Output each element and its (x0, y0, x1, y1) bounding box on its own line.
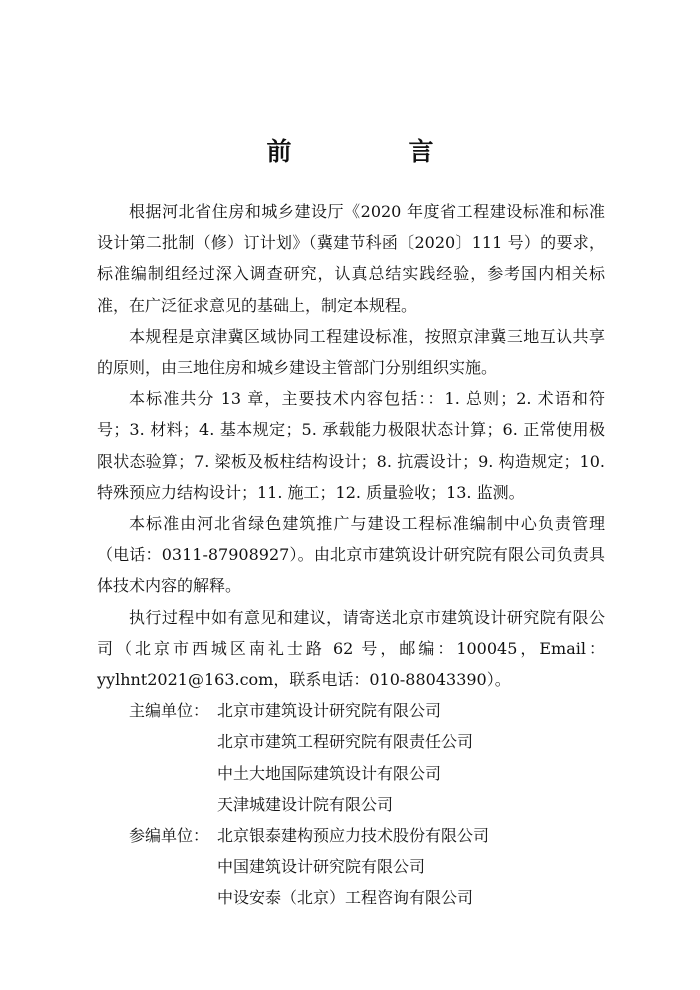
preface-body (97, 196, 605, 914)
chief-unit-row (97, 695, 605, 726)
paragraph-implementation: 本规程是京津冀区域协同工程建设标准，按照京津冀三地互认共享的原则，由三地住房和城乡建设主管部门分别组织实施。 (97, 326, 605, 378)
paragraph-plan: 根据河北省住房和城乡建设厅《2020 年度省工程建设标准和标准设计第二批制（修）订计划》（冀建节科函〔2020〕111 号）的要求，标准编制组经过深入调查研究，认真总结实践经验，参考国内相关标准，在广泛征求意见的基础上，制定本规程。 (97, 202, 605, 315)
participating-unit-name: 北京银泰建构预应力技术股份有限公司 (217, 826, 490, 846)
page-title: 前 言 (266, 137, 480, 166)
participating-unit-row (97, 882, 605, 913)
chief-units-label: 主编单位： (129, 701, 210, 721)
chief-unit-name: 中土大地国际建筑设计有限公司 (217, 763, 442, 783)
chief-unit-name: 北京市建筑设计研究院有限公司 (217, 701, 442, 721)
participating-unit-name: 中设安泰（北京）工程咨询有限公司 (217, 888, 474, 908)
chief-unit-row (97, 789, 605, 820)
paragraph-feedback: 执行过程中如有意见和建议，请寄送北京市建筑设计研究院有限公司（北京市西城区南礼士路 62 号，邮编：100045，Email：yylhnt2021@163.com，联系电话：010-88043390）。 (97, 607, 605, 690)
participating-units-label: 参编单位： (129, 826, 210, 846)
chief-unit-name: 北京市建筑工程研究院有限责任公司 (217, 732, 474, 752)
paragraph-contents: 本标准共分 13 章，主要技术内容包括：：1. 总则；2. 术语和符号；3. 材料；4. 基本规定；5. 承载能力极限状态计算；6. 正常使用极限状态验算；7. 梁板及板柱结构设计；8. 抗震设计；9. 构造规定；10.特殊预应力结构设计；11. 施工；12. 质量验收；13. 监测。 (97, 389, 605, 502)
participating-unit-row (97, 820, 605, 851)
participating-unit-name: 中国建筑设计研究院有限公司 (217, 857, 426, 877)
chief-unit-name: 天津城建设计院有限公司 (217, 794, 394, 814)
chief-unit-row (97, 726, 605, 757)
paragraph-management: 本标准由河北省绿色建筑推广与建设工程标准编制中心负责管理（电话：0311-87908927）。由北京市建筑设计研究院有限公司负责具体技术内容的解释。 (97, 514, 605, 596)
participating-unit-row (97, 851, 605, 882)
chief-unit-row (97, 758, 605, 789)
